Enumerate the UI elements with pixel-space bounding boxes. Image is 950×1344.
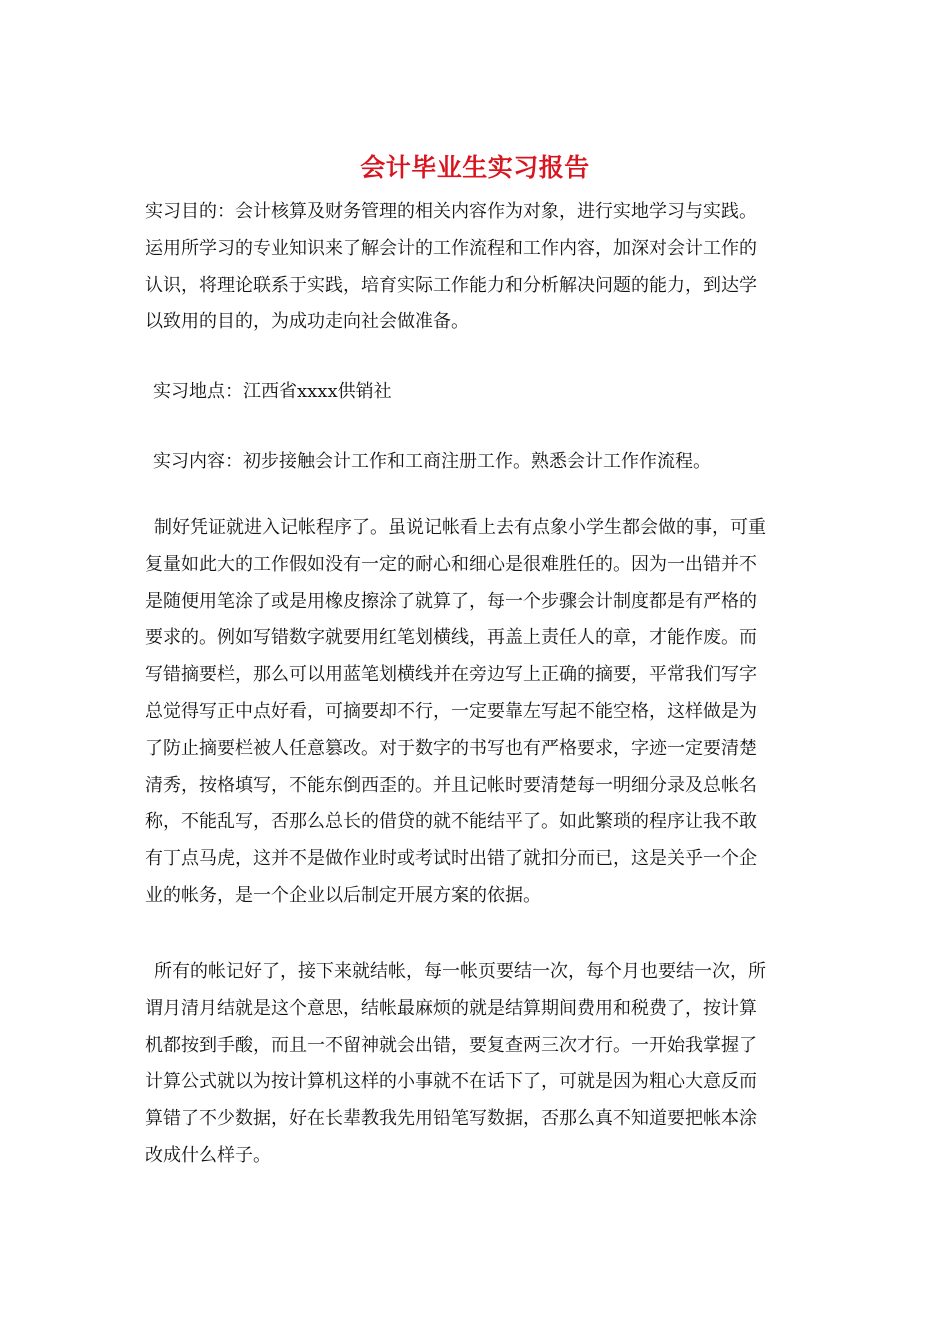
text-line: 改成什么样子。 xyxy=(145,1144,271,1166)
text-line: 机都按到手酸，而且一不留神就会出错，要复查两三次才行。一开始我掌握了 xyxy=(145,1034,757,1056)
text-line: 清秀，按格填写，不能东倒西歪的。并且记帐时要清楚每一明细分录及总帐名 xyxy=(145,774,757,796)
text-line: 算错了不少数据，好在长辈教我先用铅笔写数据，否那么真不知道要把帐本涂 xyxy=(145,1108,757,1130)
text-line: 复量如此大的工作假如没有一定的耐心和细心是很难胜任的。因为一出错并不 xyxy=(145,553,757,575)
text-line: 实习地点：江西省xxxx供销社 xyxy=(153,381,392,402)
text-line: 制好凭证就进入记帐程序了。虽说记帐看上去有点象小学生都会做的事，可重 xyxy=(154,517,766,538)
document-title: 会计毕业生实习报告 xyxy=(360,153,590,182)
text-line: 写错摘要栏，那么可以用蓝笔划横线并在旁边写上正确的摘要，平常我们写字 xyxy=(145,664,757,686)
paragraph-content xyxy=(153,444,813,481)
text-line: 实习内容：初步接触会计工作和工商注册工作。熟悉会计工作作流程。 xyxy=(153,451,711,472)
text-line: 实习目的：会计核算及财务管理的相关内容作为对象，进行实地学习与实践。 xyxy=(145,201,757,222)
paragraph-closing-accounts xyxy=(145,954,805,1175)
text-line: 有丁点马虎，这并不是做作业时或考试时出错了就扣分而已，这是关乎一个企 xyxy=(145,848,757,870)
text-line: 是随便用笔涂了或是用橡皮擦涂了就算了，每一个步骤会计制度都是有严格的 xyxy=(145,590,757,612)
text-line: 了防止摘要栏被人任意篡改。对于数字的书写也有严格要求，字迹一定要清楚 xyxy=(145,737,757,759)
text-line: 称，不能乱写，否那么总长的借贷的就不能结平了。如此繁琐的程序让我不敢 xyxy=(145,811,757,833)
paragraph-purpose xyxy=(145,194,805,341)
paragraph-bookkeeping xyxy=(145,510,805,915)
text-line: 所有的帐记好了，接下来就结帐，每一帐页要结一次，每个月也要结一次，所 xyxy=(154,961,766,982)
text-line: 认识，将理论联系于实践，培育实际工作能力和分析解决问题的能力，到达学 xyxy=(145,274,757,296)
text-line: 运用所学习的专业知识来了解会计的工作流程和工作内容，加深对会计工作的 xyxy=(145,237,757,259)
text-line: 谓月清月结就是这个意思，结帐最麻烦的就是结算期间费用和税费了，按计算 xyxy=(145,997,757,1019)
text-line: 计算公式就以为按计算机这样的小事就不在话下了，可就是因为粗心大意反而 xyxy=(145,1071,757,1093)
text-line: 要求的。例如写错数字就要用红笔划横线，再盖上责任人的章，才能作废。而 xyxy=(145,627,757,649)
paragraph-location xyxy=(153,374,813,411)
text-line: 总觉得写正中点好看，可摘要却不行，一定要靠左写起不能空格，这样做是为 xyxy=(145,700,757,722)
text-line: 以致用的目的，为成功走向社会做准备。 xyxy=(145,311,469,333)
text-line: 业的帐务，是一个企业以后制定开展方案的依据。 xyxy=(145,884,541,906)
